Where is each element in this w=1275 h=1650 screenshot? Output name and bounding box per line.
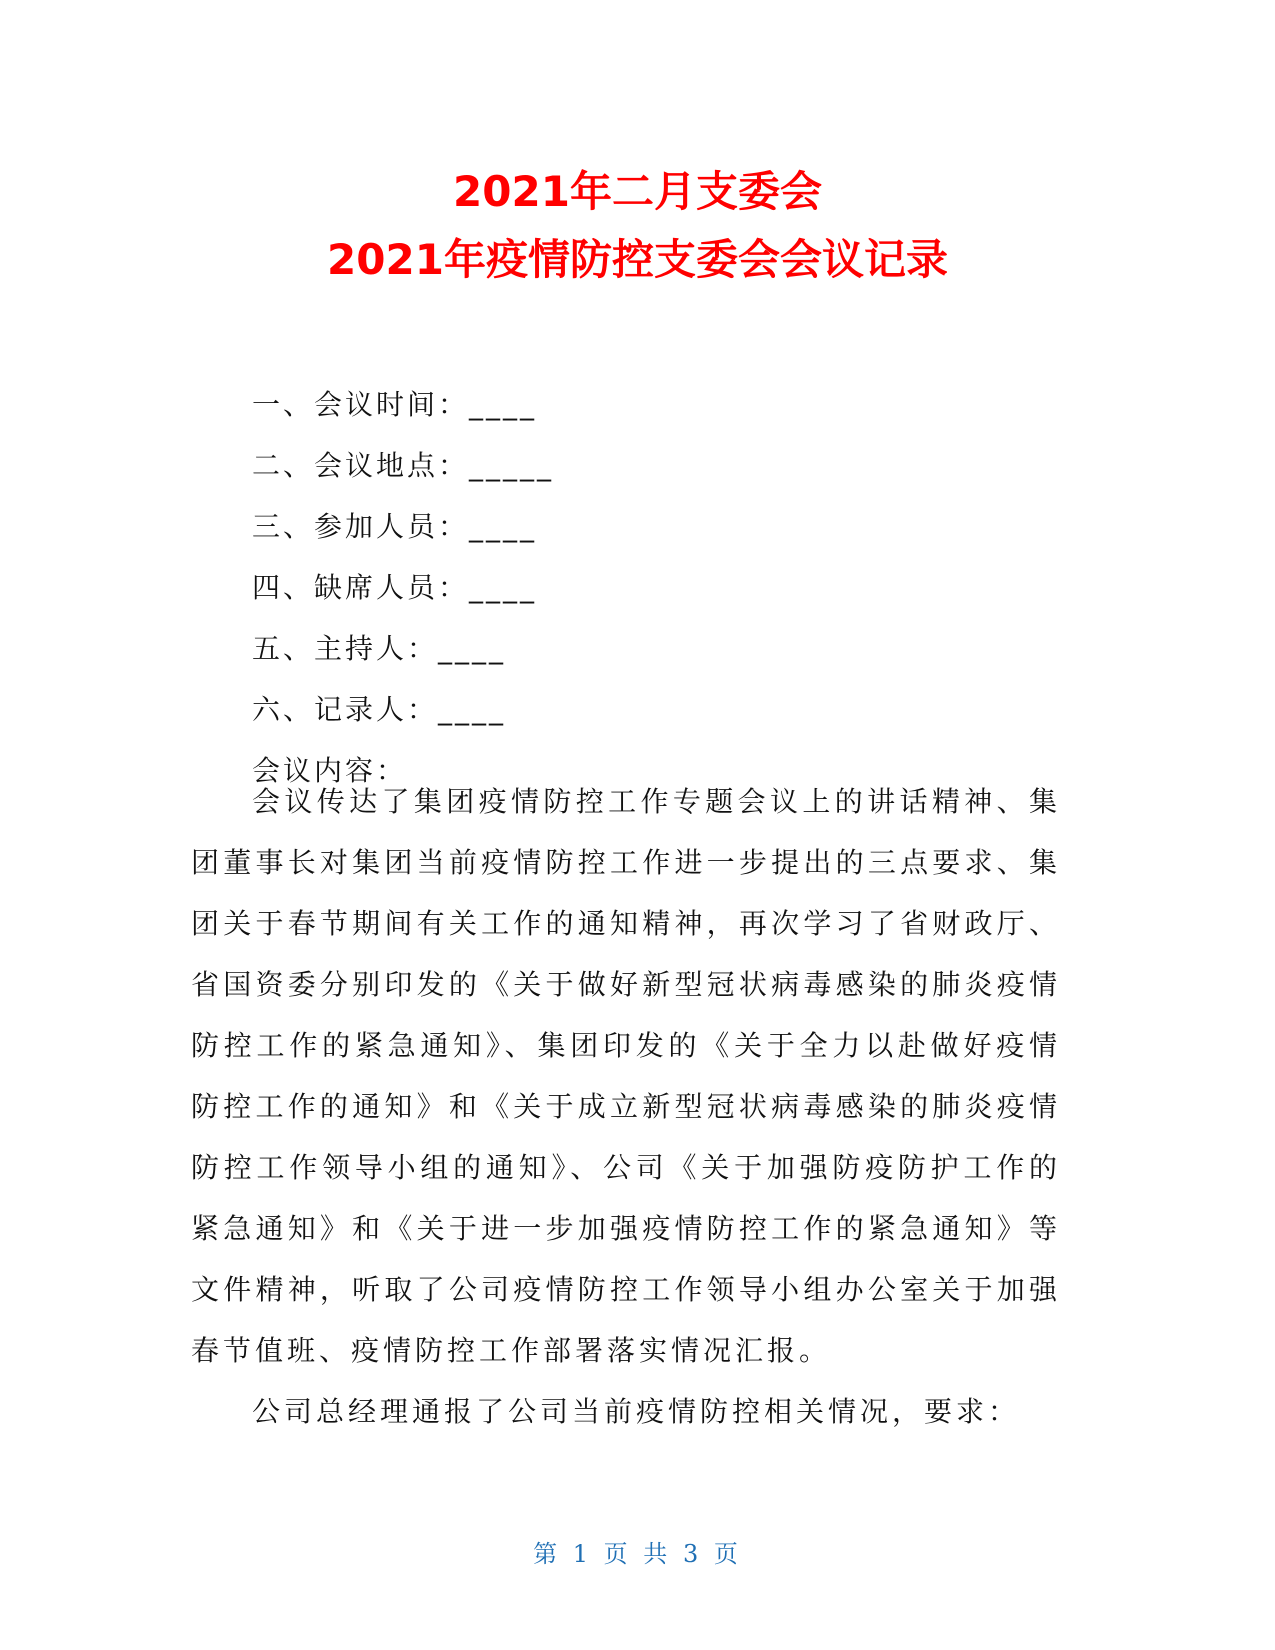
field-label: 二、会议地点： — [252, 449, 470, 482]
field-host — [252, 618, 554, 679]
field-meeting-time — [252, 374, 554, 435]
field-label: 五、主持人： — [252, 632, 439, 665]
field-label: 四、缺席人员： — [252, 571, 470, 604]
title-line-2: 2021年疫情防控支委会会议记录 — [327, 235, 948, 284]
field-blank: ____ — [469, 510, 538, 543]
content-paragraph-2: 公司总经理通报了公司当前疫情防控相关情况，要求： — [252, 1395, 1021, 1428]
field-meeting-place — [252, 435, 554, 496]
content-paragraph-1: 会议传达了集团疫情防控工作专题会议上的讲话精神、集团董事长对集团当前疫情防控工作进一步提出的三点要求、集团关于春节期间有关工作的通知精神，再次学习了省财政厅、省国资委分别印发的《关于做好新型冠状病毒感染的肺炎疫情防控工作的紧急通知》、集团印发的《关于全力以赴做好疫情防控工作的通知》和《关于成立新型冠状病毒感染的肺炎疫情防控工作领导小组的通知》、公司《关于加强防疫防护工作的紧急通知》和《关于进一步加强疫情防控工作的紧急通知》等文件精神，听取了公司疫情防控工作领导小组办公室关于加强春节值班、疫情防控工作部署落实情况汇报。 — [191, 785, 1061, 1367]
meeting-fields — [252, 374, 554, 801]
content-heading: 会议内容： — [252, 754, 408, 787]
field-absentees — [252, 557, 554, 618]
field-attendees — [252, 496, 554, 557]
field-label: 六、记录人： — [252, 693, 439, 726]
field-blank: ____ — [438, 693, 507, 726]
field-recorder — [252, 679, 554, 740]
page-footer: 第 1 页 共 3 页 — [533, 1540, 742, 1568]
field-label: 三、参加人员： — [252, 510, 470, 543]
field-blank: ____ — [438, 632, 507, 665]
meeting-content — [191, 771, 1061, 1442]
field-blank: ____ — [469, 388, 538, 421]
field-label: 一、会议时间： — [252, 388, 470, 421]
field-blank: ____ — [469, 571, 538, 604]
field-blank: _____ — [469, 449, 555, 482]
title-line-1: 2021年二月支委会 — [453, 167, 822, 216]
